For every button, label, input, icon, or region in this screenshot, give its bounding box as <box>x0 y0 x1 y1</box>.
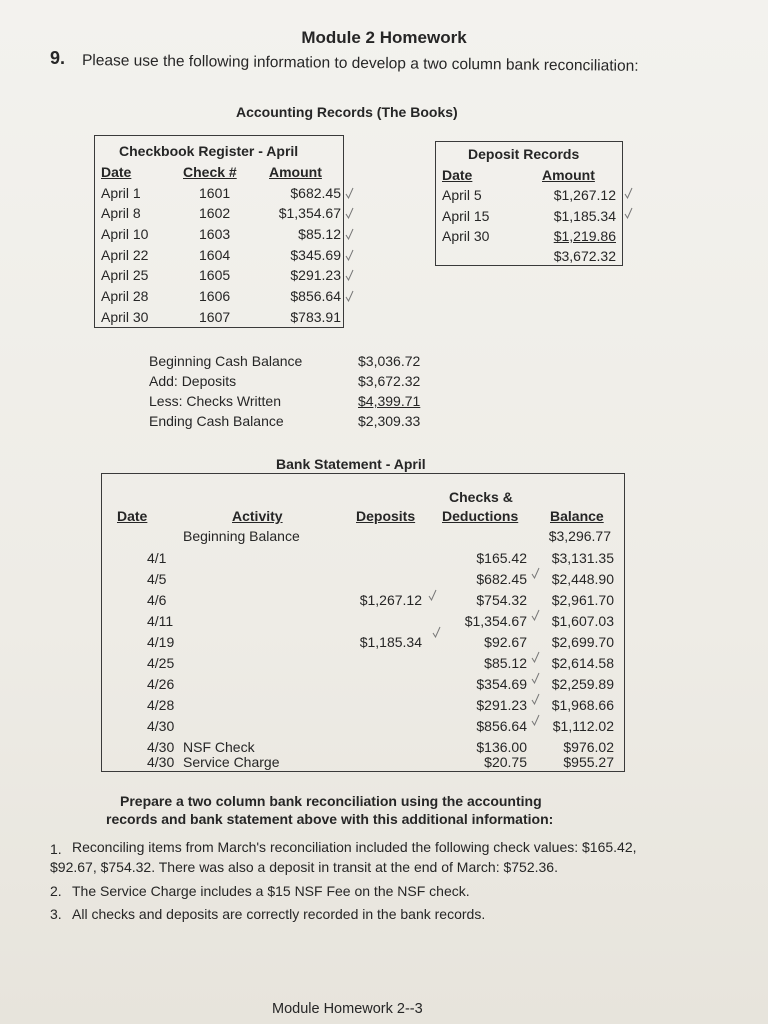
instruction-number: 1. <box>50 841 62 857</box>
register-row-amount: $783.91 <box>290 309 341 325</box>
check-mark-icon <box>345 248 354 260</box>
check-mark-icon <box>531 650 540 662</box>
bank-header-checks-line2: Deductions <box>442 508 519 524</box>
bank-row-deposit: $1,185.34 <box>359 634 422 650</box>
instruction-text: Reconciling items from March's reconciliation included the following check values: $165.42, <box>72 839 637 855</box>
check-mark-icon <box>531 713 540 725</box>
register-row-amount: $345.69 <box>290 247 341 263</box>
bank-row-deposit: $1,267.12 <box>359 592 422 608</box>
deposit-header-date: Date <box>442 167 473 183</box>
checkbook-register-table <box>94 135 344 328</box>
register-header-date: Date <box>101 164 132 180</box>
register-row-date: April 30 <box>101 309 149 325</box>
register-title: Checkbook Register - April <box>119 143 299 159</box>
register-row-amount: $85.12 <box>298 226 341 242</box>
bank-row-balance: $1,112.02 <box>552 718 614 734</box>
register-row-date: April 1 <box>101 185 141 201</box>
bank-row-check: $291.23 <box>476 697 527 713</box>
instruction-number: 3. <box>50 906 62 922</box>
summary-label: Beginning Cash Balance <box>149 353 303 369</box>
bank-row-balance: $2,961.70 <box>551 592 614 608</box>
register-row-amount: $291.23 <box>290 267 341 283</box>
bank-statement-table <box>101 473 625 772</box>
bank-row-balance: $976.02 <box>563 739 614 755</box>
instructions-prompt-line2: records and bank statement above with this additional information: <box>106 811 554 827</box>
bank-row-balance: $2,614.58 <box>551 655 614 671</box>
bank-header-deposits: Deposits <box>356 508 416 524</box>
deposit-row-amount: $1,267.12 <box>553 187 616 203</box>
register-header-amount: Amount <box>269 164 322 180</box>
check-mark-icon <box>345 186 354 198</box>
register-row-amount: $856.64 <box>290 288 341 304</box>
bank-row-activity: Service Charge <box>183 754 280 770</box>
bank-row-check: $136.00 <box>476 739 527 755</box>
check-mark-icon <box>345 206 354 218</box>
deposit-title: Deposit Records <box>468 146 580 162</box>
bank-row-check: $1,354.67 <box>464 613 527 629</box>
summary-label: Add: Deposits <box>149 373 237 389</box>
deposit-total: $3,672.32 <box>553 248 616 264</box>
accounting-records-title: Accounting Records (The Books) <box>236 104 458 120</box>
bank-row-check: $682.45 <box>476 571 527 587</box>
bank-row-date: 4/19 <box>147 634 175 650</box>
bank-row-check: $20.75 <box>484 754 527 770</box>
summary-value: $3,036.72 <box>358 353 421 369</box>
register-row-date: April 25 <box>101 267 149 283</box>
bank-row-balance: $955.27 <box>563 754 614 770</box>
register-row-check: 1605 <box>199 267 231 283</box>
question-text: Please use the following information to develop a two column bank reconciliation: <box>81 52 639 75</box>
bank-row-date: 4/6 <box>147 592 167 608</box>
bank-row-date: 4/11 <box>147 613 174 629</box>
deposit-row-date: April 30 <box>442 228 490 244</box>
bank-header-activity: Activity <box>232 508 283 524</box>
bank-statement-title: Bank Statement - April <box>276 456 426 472</box>
bank-row-date: 4/30 <box>147 754 175 770</box>
register-row-amount: $1,354.67 <box>278 205 341 221</box>
bank-row-balance: $3,131.35 <box>551 550 614 566</box>
deposit-row-amount: $1,219.86 <box>553 228 616 244</box>
question-number: 9. <box>50 48 66 68</box>
check-mark-icon <box>428 588 437 600</box>
check-mark-icon <box>531 671 540 683</box>
bank-row-activity: NSF Check <box>183 739 255 755</box>
register-row-date: April 28 <box>101 288 149 304</box>
bank-row-check: $85.12 <box>484 655 527 671</box>
bank-row-date: 4/26 <box>147 676 175 692</box>
page-title: Module 2 Homework <box>301 28 467 47</box>
check-mark-icon <box>345 227 354 239</box>
bank-row-date: 4/25 <box>147 655 175 671</box>
bank-row-balance: $2,259.89 <box>551 676 614 692</box>
bank-header-checks-line1: Checks & <box>449 489 513 505</box>
deposit-records-table <box>435 141 623 266</box>
summary-value: $4,399.71 <box>358 393 421 409</box>
bank-row-date: 4/30 <box>147 718 175 734</box>
summary-value: $3,672.32 <box>358 373 421 389</box>
deposit-row-date: April 5 <box>442 187 482 203</box>
register-row-check: 1602 <box>199 205 231 221</box>
register-row-check: 1603 <box>199 226 231 242</box>
bank-row-date: 4/5 <box>147 571 167 587</box>
check-mark-icon <box>432 625 441 637</box>
instructions-prompt-line1: Prepare a two column bank reconciliation using the accounting <box>120 793 542 809</box>
check-mark-icon <box>345 289 354 301</box>
bank-row-balance: $1,968.66 <box>551 697 614 713</box>
deposit-row-date: April 15 <box>442 208 490 224</box>
register-row-date: April 22 <box>101 247 149 263</box>
instruction-text-cont: $92.67, $754.32. There was also a deposit in transit at the end of March: $752.36. <box>50 859 558 875</box>
register-row-date: April 10 <box>101 226 149 242</box>
register-row-check: 1607 <box>199 309 231 325</box>
beginning-balance-label: Beginning Balance <box>183 528 300 544</box>
instruction-number: 2. <box>50 883 62 899</box>
bank-row-balance: $2,448.90 <box>551 571 614 587</box>
deposit-row-amount: $1,185.34 <box>553 208 616 224</box>
bank-row-check: $165.42 <box>476 550 527 566</box>
check-mark-icon <box>624 186 633 198</box>
register-row-check: 1604 <box>199 247 231 263</box>
instruction-text: All checks and deposits are correctly recorded in the bank records. <box>72 906 486 922</box>
bank-row-date: 4/30 <box>147 739 175 755</box>
summary-label: Ending Cash Balance <box>149 413 284 429</box>
register-row-amount: $682.45 <box>290 185 341 201</box>
summary-value: $2,309.33 <box>358 413 421 429</box>
bank-header-date: Date <box>117 508 148 524</box>
bank-row-balance: $1,607.03 <box>551 613 614 629</box>
check-mark-icon <box>345 268 354 280</box>
register-row-check: 1601 <box>199 185 231 201</box>
instruction-text: The Service Charge includes a $15 NSF Fee on the NSF check. <box>72 883 470 899</box>
bank-row-check: $354.69 <box>476 676 527 692</box>
bank-row-date: 4/1 <box>147 550 167 566</box>
bank-row-balance: $2,699.70 <box>551 634 614 650</box>
register-row-date: April 8 <box>101 205 141 221</box>
register-row-check: 1606 <box>199 288 231 304</box>
bank-row-check: $856.64 <box>476 718 527 734</box>
bank-row-check: $754.32 <box>476 592 527 608</box>
summary-label: Less: Checks Written <box>149 393 282 409</box>
bank-row-check: $92.67 <box>484 634 527 650</box>
check-mark-icon <box>531 692 540 704</box>
page-footer: Module Homework 2--3 <box>272 1001 423 1017</box>
beginning-balance-value: $3,296.77 <box>548 528 611 544</box>
register-header-check: Check # <box>183 164 237 180</box>
check-mark-icon <box>624 206 633 218</box>
bank-row-date: 4/28 <box>147 697 175 713</box>
deposit-header-amount: Amount <box>542 167 595 183</box>
check-mark-icon <box>531 608 540 620</box>
check-mark-icon <box>531 566 540 578</box>
bank-header-balance: Balance <box>550 508 604 524</box>
